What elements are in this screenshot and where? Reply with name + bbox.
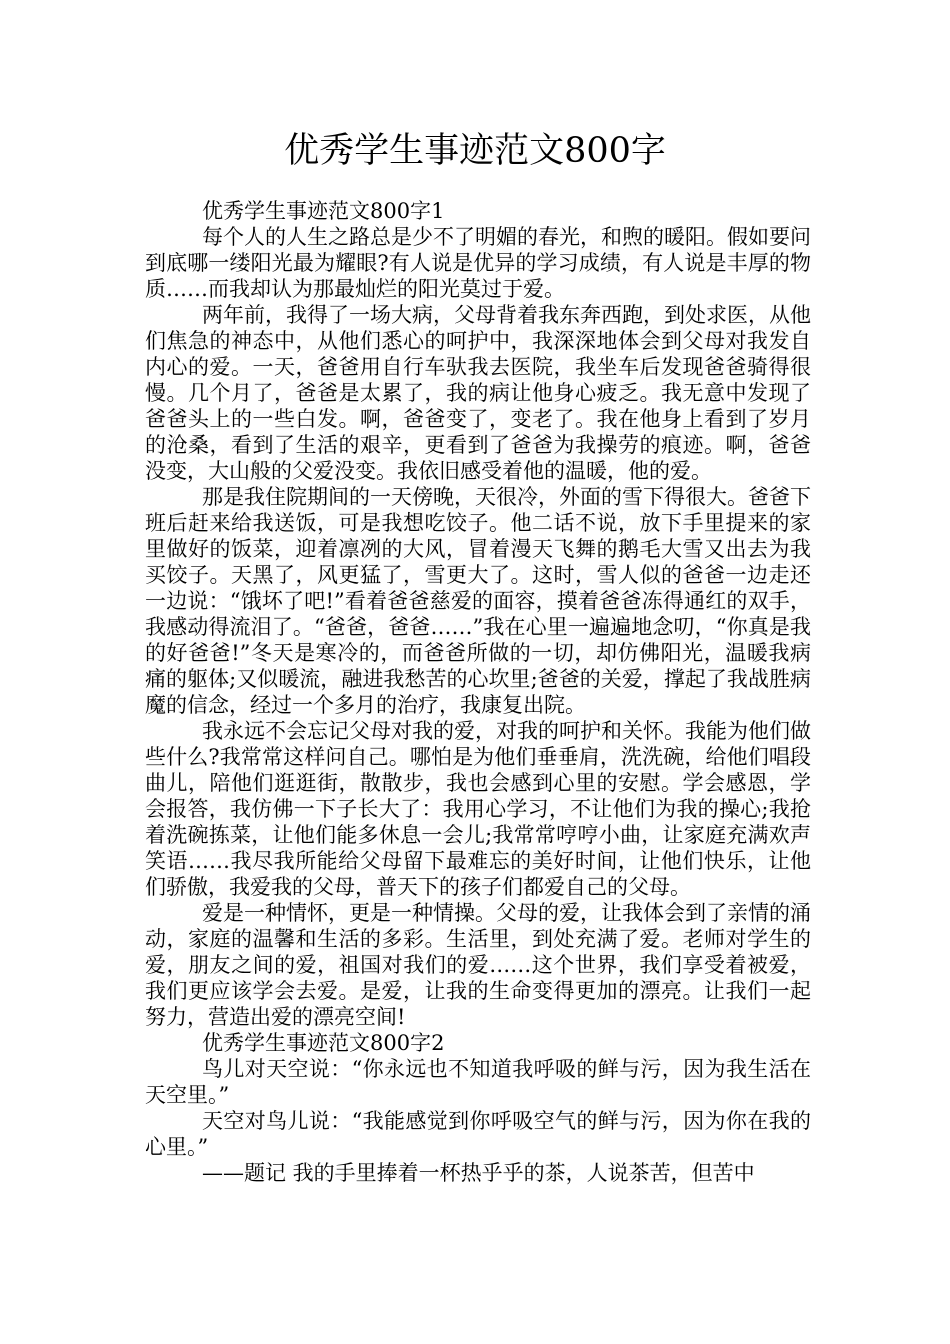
paragraph: ——题记 我的手里捧着一杯热乎乎的茶，人说茶苦，但苦中 bbox=[202, 1161, 755, 1185]
section-heading-1: 优秀学生事迹范文800字1 bbox=[202, 199, 445, 223]
paragraph: 爱是一种情怀，更是一种情操。父母的爱，让我体会到了亲情的涌动，家庭的温馨和生活的多彩。生活里，到处充满了爱。老师对学生的爱，朋友之间的爱，祖国对我们的爱……这个世界，我们享受着被爱，我们更应该学会去爱。是爱，让我的生命变得更加的漂亮。让我们一起努力，营造出爱的漂亮空间! bbox=[145, 901, 811, 1029]
paragraph: 天空对鸟儿说：“我能感觉到你呼吸空气的鲜与污，因为你在我的心里。” bbox=[145, 1109, 811, 1159]
paragraph: 我永远不会忘记父母对我的爱，对我的呵护和关怀。我能为他们做些什么?我常常这样问自己。哪怕是为他们垂垂肩，洗洗碗，给他们唱段曲儿，陪他们逛逛街，散散步，我也会感到心里的安慰。学会感恩，学会报答，我仿佛一下子长大了：我用心学习，不让他们为我的操心;我抢着洗碗拣菜，让他们能多休息一会儿;我常常哼哼小曲，让家庭充满欢声笑语……我尽我所能给父母留下最难忘的美好时间，让他们快乐，让他们骄傲，我爱我的父母，普天下的孩子们都爱自己的父母。 bbox=[145, 719, 811, 899]
section-heading-2: 优秀学生事迹范文800字2 bbox=[202, 1031, 445, 1055]
paragraph: 每个人的人生之路总是少不了明媚的春光，和煦的暖阳。假如要问到底哪一缕阳光最为耀眼?有人说是优异的学习成绩，有人说是丰厚的物质……而我却认为那最灿烂的阳光莫过于爱。 bbox=[145, 225, 811, 301]
document-title: 优秀学生事迹范文800字 bbox=[284, 131, 666, 171]
paragraph: 那是我住院期间的一天傍晚，天很冷，外面的雪下得很大。爸爸下班后赶来给我送饭，可是我想吃饺子。他二话不说，放下手里提来的家里做好的饭菜，迎着凛冽的大风，冒着漫天飞舞的鹅毛大雪又出去为我买饺子。天黑了，风更猛了，雪更大了。这时，雪人似的爸爸一边走还一边说：“饿坏了吧!”看着爸爸慈爱的面容，摸着爸爸冻得通红的双手，我感动得流泪了。“爸爸，爸爸……”我在心里一遍遍地念叨，“你真是我的好爸爸!”冬天是寒冷的，而爸爸所做的一切，却仿佛阳光，温暖我病痛的躯体;又似暖流，融进我愁苦的心坎里;爸爸的关爱，撑起了我战胜病魔的信念，经过一个多月的治疗，我康复出院。 bbox=[145, 485, 811, 717]
paragraph: 两年前，我得了一场大病，父母背着我东奔西跑，到处求医，从他们焦急的神态中，从他们悉心的呵护中，我深深地体会到父母对我发自内心的爱。一天，爸爸用自行车驮我去医院，我坐车后发现爸爸骑得很慢。几个月了，爸爸是太累了，我的病让他身心疲乏。我无意中发现了爸爸头上的一些白发。啊，爸爸变了，变老了。我在他身上看到了岁月的沧桑，看到了生活的艰辛，更看到了爸爸为我操劳的痕迹。啊，爸爸没变，大山般的父爱没变。我依旧感受着他的温暖，他的爱。 bbox=[145, 303, 811, 483]
paragraph: 鸟儿对天空说：“你永远也不知道我呼吸的鲜与污，因为我生活在天空里。” bbox=[145, 1057, 811, 1107]
document-body bbox=[145, 198, 811, 1186]
